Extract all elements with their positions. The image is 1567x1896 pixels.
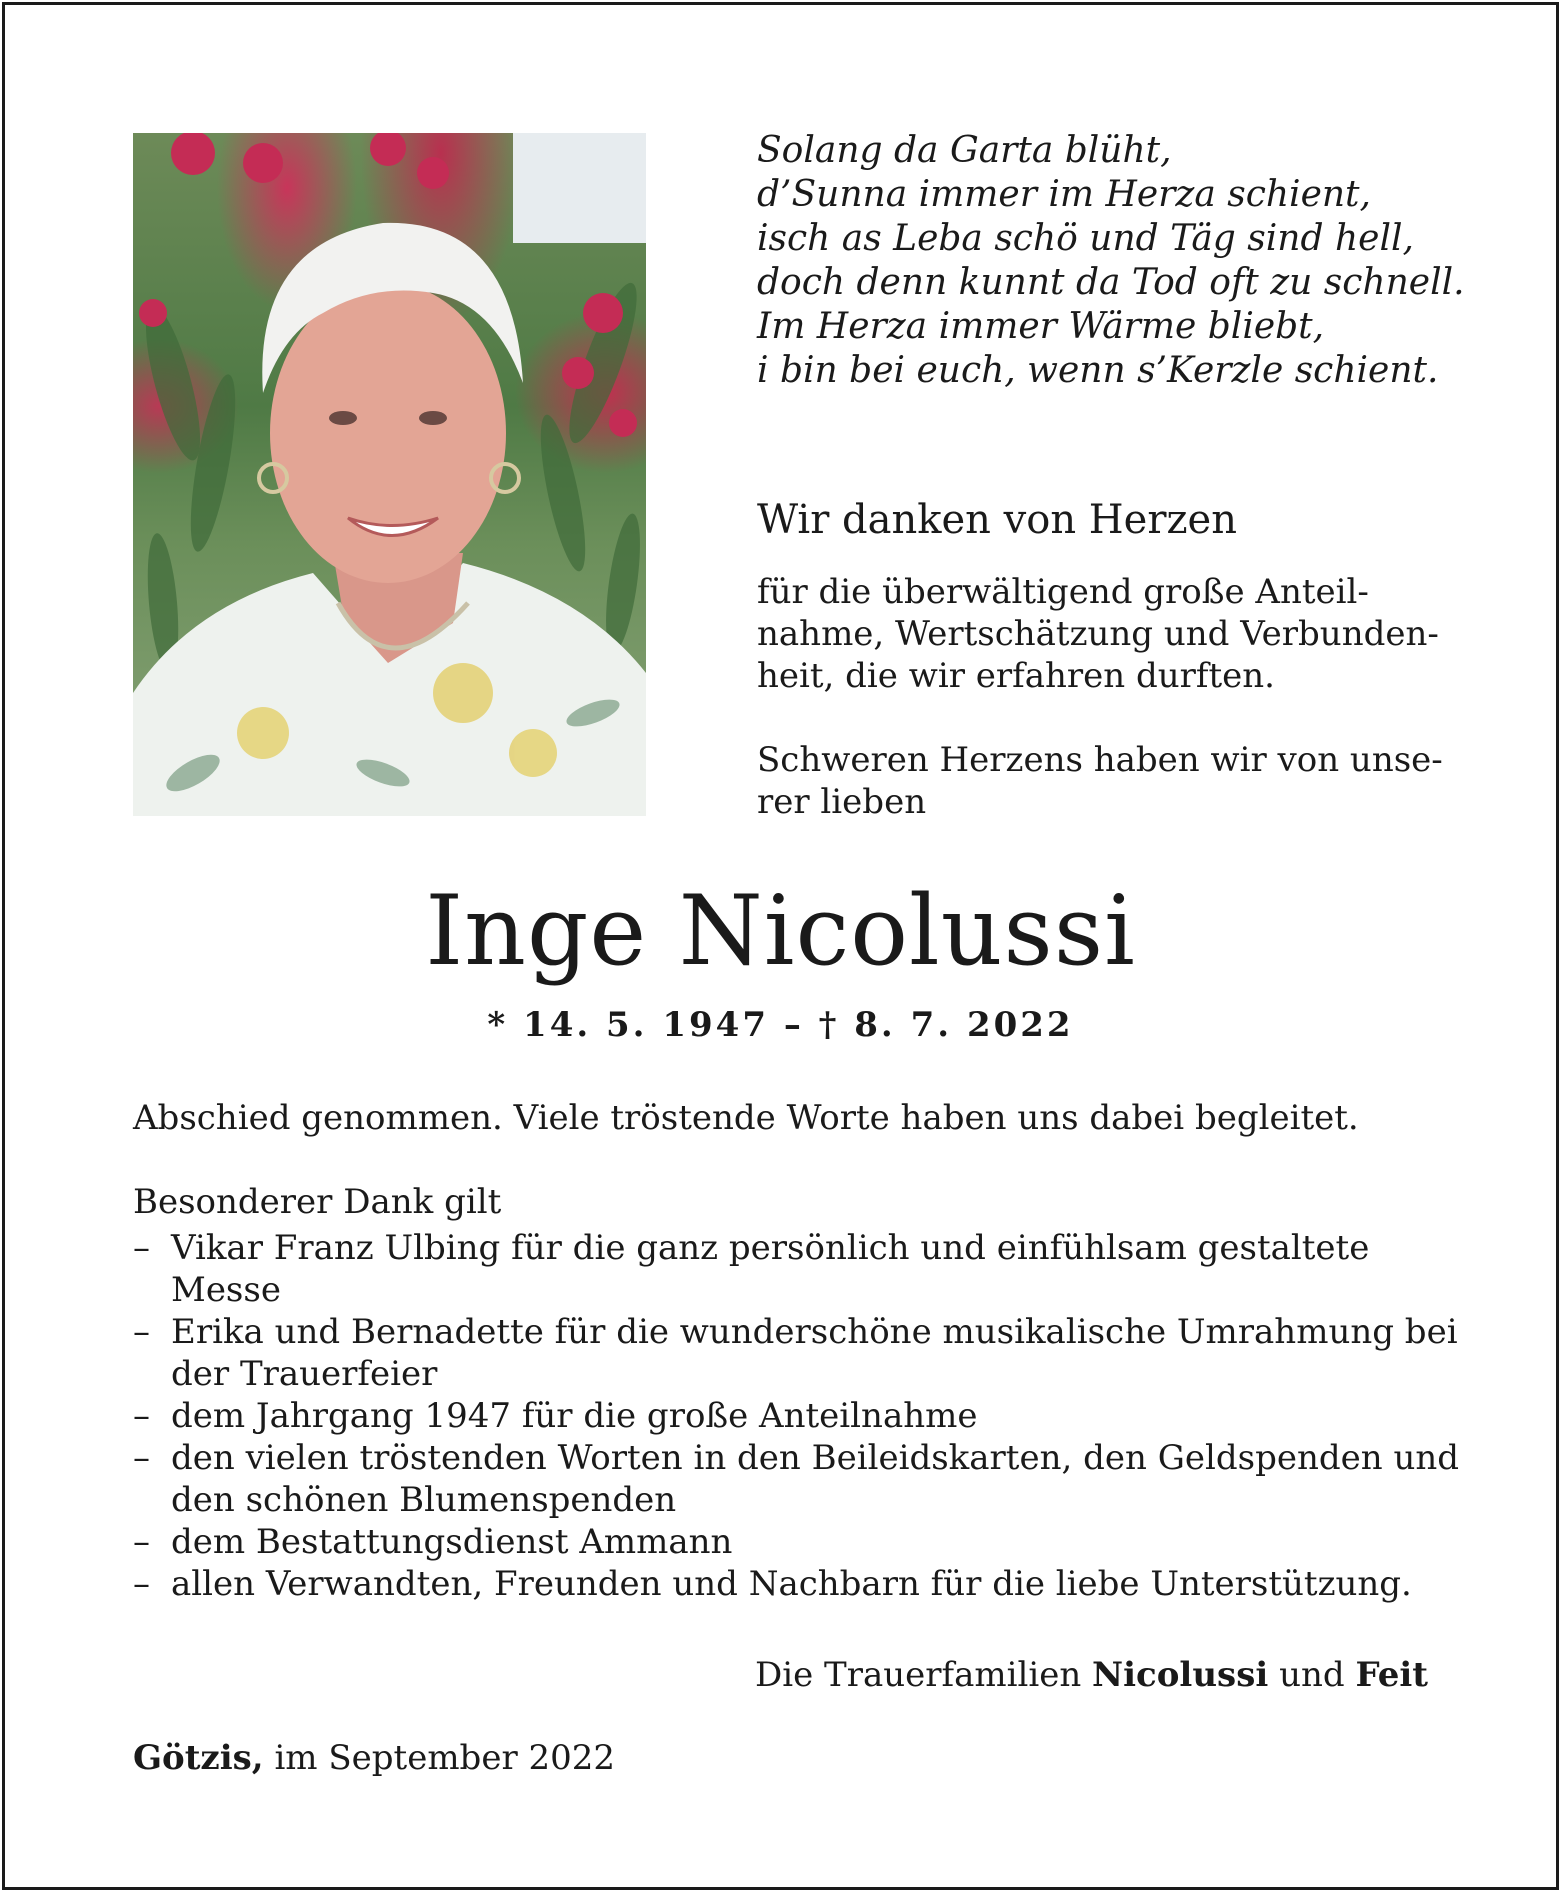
dash-bullet: –: [133, 1522, 150, 1562]
paragraph-line: nahme, Wertschätzung und Verbunden-: [757, 614, 1439, 654]
list-item: [133, 1521, 1443, 1563]
farewell-intro-paragraph: [757, 739, 1441, 823]
family-prefix: Die Trauerfamilien: [754, 1655, 1082, 1695]
special-thanks-intro: [133, 1181, 1443, 1223]
list-item-line: allen Verwandten, Freunden und Nachbarn für die liebe Unterstützung.: [171, 1564, 1412, 1604]
paragraph-line: rer lieben: [757, 782, 927, 822]
poem-line: isch as Leba schö und Täg sind hell,: [757, 218, 1414, 259]
family-signature: [755, 1655, 1428, 1695]
farewell-sentence: [133, 1097, 1443, 1139]
list-item-line: den vielen tröstenden Worten in den Beileidskarten, den Geldspenden und: [171, 1438, 1459, 1478]
list-item-line: dem Bestattungsdienst Ammann: [171, 1522, 733, 1562]
portrait-photo: [133, 133, 646, 816]
list-item: [133, 1563, 1443, 1605]
dash-bullet: –: [133, 1564, 150, 1604]
family-name-2: Feit: [1355, 1655, 1428, 1695]
list-item: [133, 1227, 1443, 1311]
dash-bullet: –: [133, 1312, 150, 1352]
family-name-1: Nicolussi: [1092, 1655, 1269, 1695]
paragraph-line: Schweren Herzens haben wir von unse-: [757, 740, 1443, 780]
thanks-paragraph: [757, 571, 1441, 697]
life-dates: * 14. 5. 1947 – † 8. 7. 2022: [487, 1005, 1074, 1045]
poem: [757, 129, 1465, 393]
dash-bullet: –: [133, 1438, 150, 1478]
poem-line: d’Sunna immer im Herza schient,: [757, 174, 1371, 215]
family-conjunction: und: [1279, 1655, 1345, 1695]
thanks-heading: Wir danken von Herzen: [757, 497, 1237, 543]
paragraph-line: heit, die wir erfahren durften.: [757, 656, 1275, 696]
special-thanks-line: Besonderer Dank gilt: [133, 1182, 502, 1222]
list-item-line: Messe: [171, 1270, 281, 1310]
poem-line: Solang da Garta blüht,: [757, 130, 1172, 171]
list-item-line: den schönen Blumenspenden: [171, 1480, 677, 1520]
farewell-line: Abschied genommen. Viele tröstende Worte haben uns dabei begleitet.: [133, 1098, 1359, 1138]
list-item: [133, 1311, 1458, 1395]
dash-bullet: –: [133, 1396, 150, 1436]
dash-bullet: –: [133, 1228, 150, 1268]
obituary-card: [2, 2, 1559, 1890]
poem-line: Im Herza immer Wärme bliebt,: [757, 306, 1325, 347]
list-item-line: der Trauerfeier: [171, 1354, 438, 1394]
list-item-line: Erika und Bernadette für die wunderschöne musikalische Umrahmung bei: [171, 1312, 1458, 1352]
list-item: [133, 1437, 1459, 1521]
place-and-date: [133, 1738, 615, 1778]
deceased-name: Inge Nicolussi: [425, 875, 1136, 987]
paragraph-line: für die überwältigend große Anteil-: [757, 572, 1369, 612]
poem-line: doch denn kunnt da Tod oft zu schnell.: [757, 262, 1465, 303]
thanks-list: [133, 1227, 1459, 1605]
list-item-line: dem Jahrgang 1947 für die große Anteilnahme: [171, 1396, 978, 1436]
list-item: [133, 1395, 1443, 1437]
portrait-illustration: [133, 133, 646, 816]
town: Götzis,: [133, 1738, 264, 1778]
date: im September 2022: [274, 1738, 616, 1778]
list-item-line: Vikar Franz Ulbing für die ganz persönlich und einfühlsam gestaltete: [171, 1228, 1370, 1268]
poem-line: i bin bei euch, wenn s’Kerzle schient.: [757, 350, 1439, 391]
